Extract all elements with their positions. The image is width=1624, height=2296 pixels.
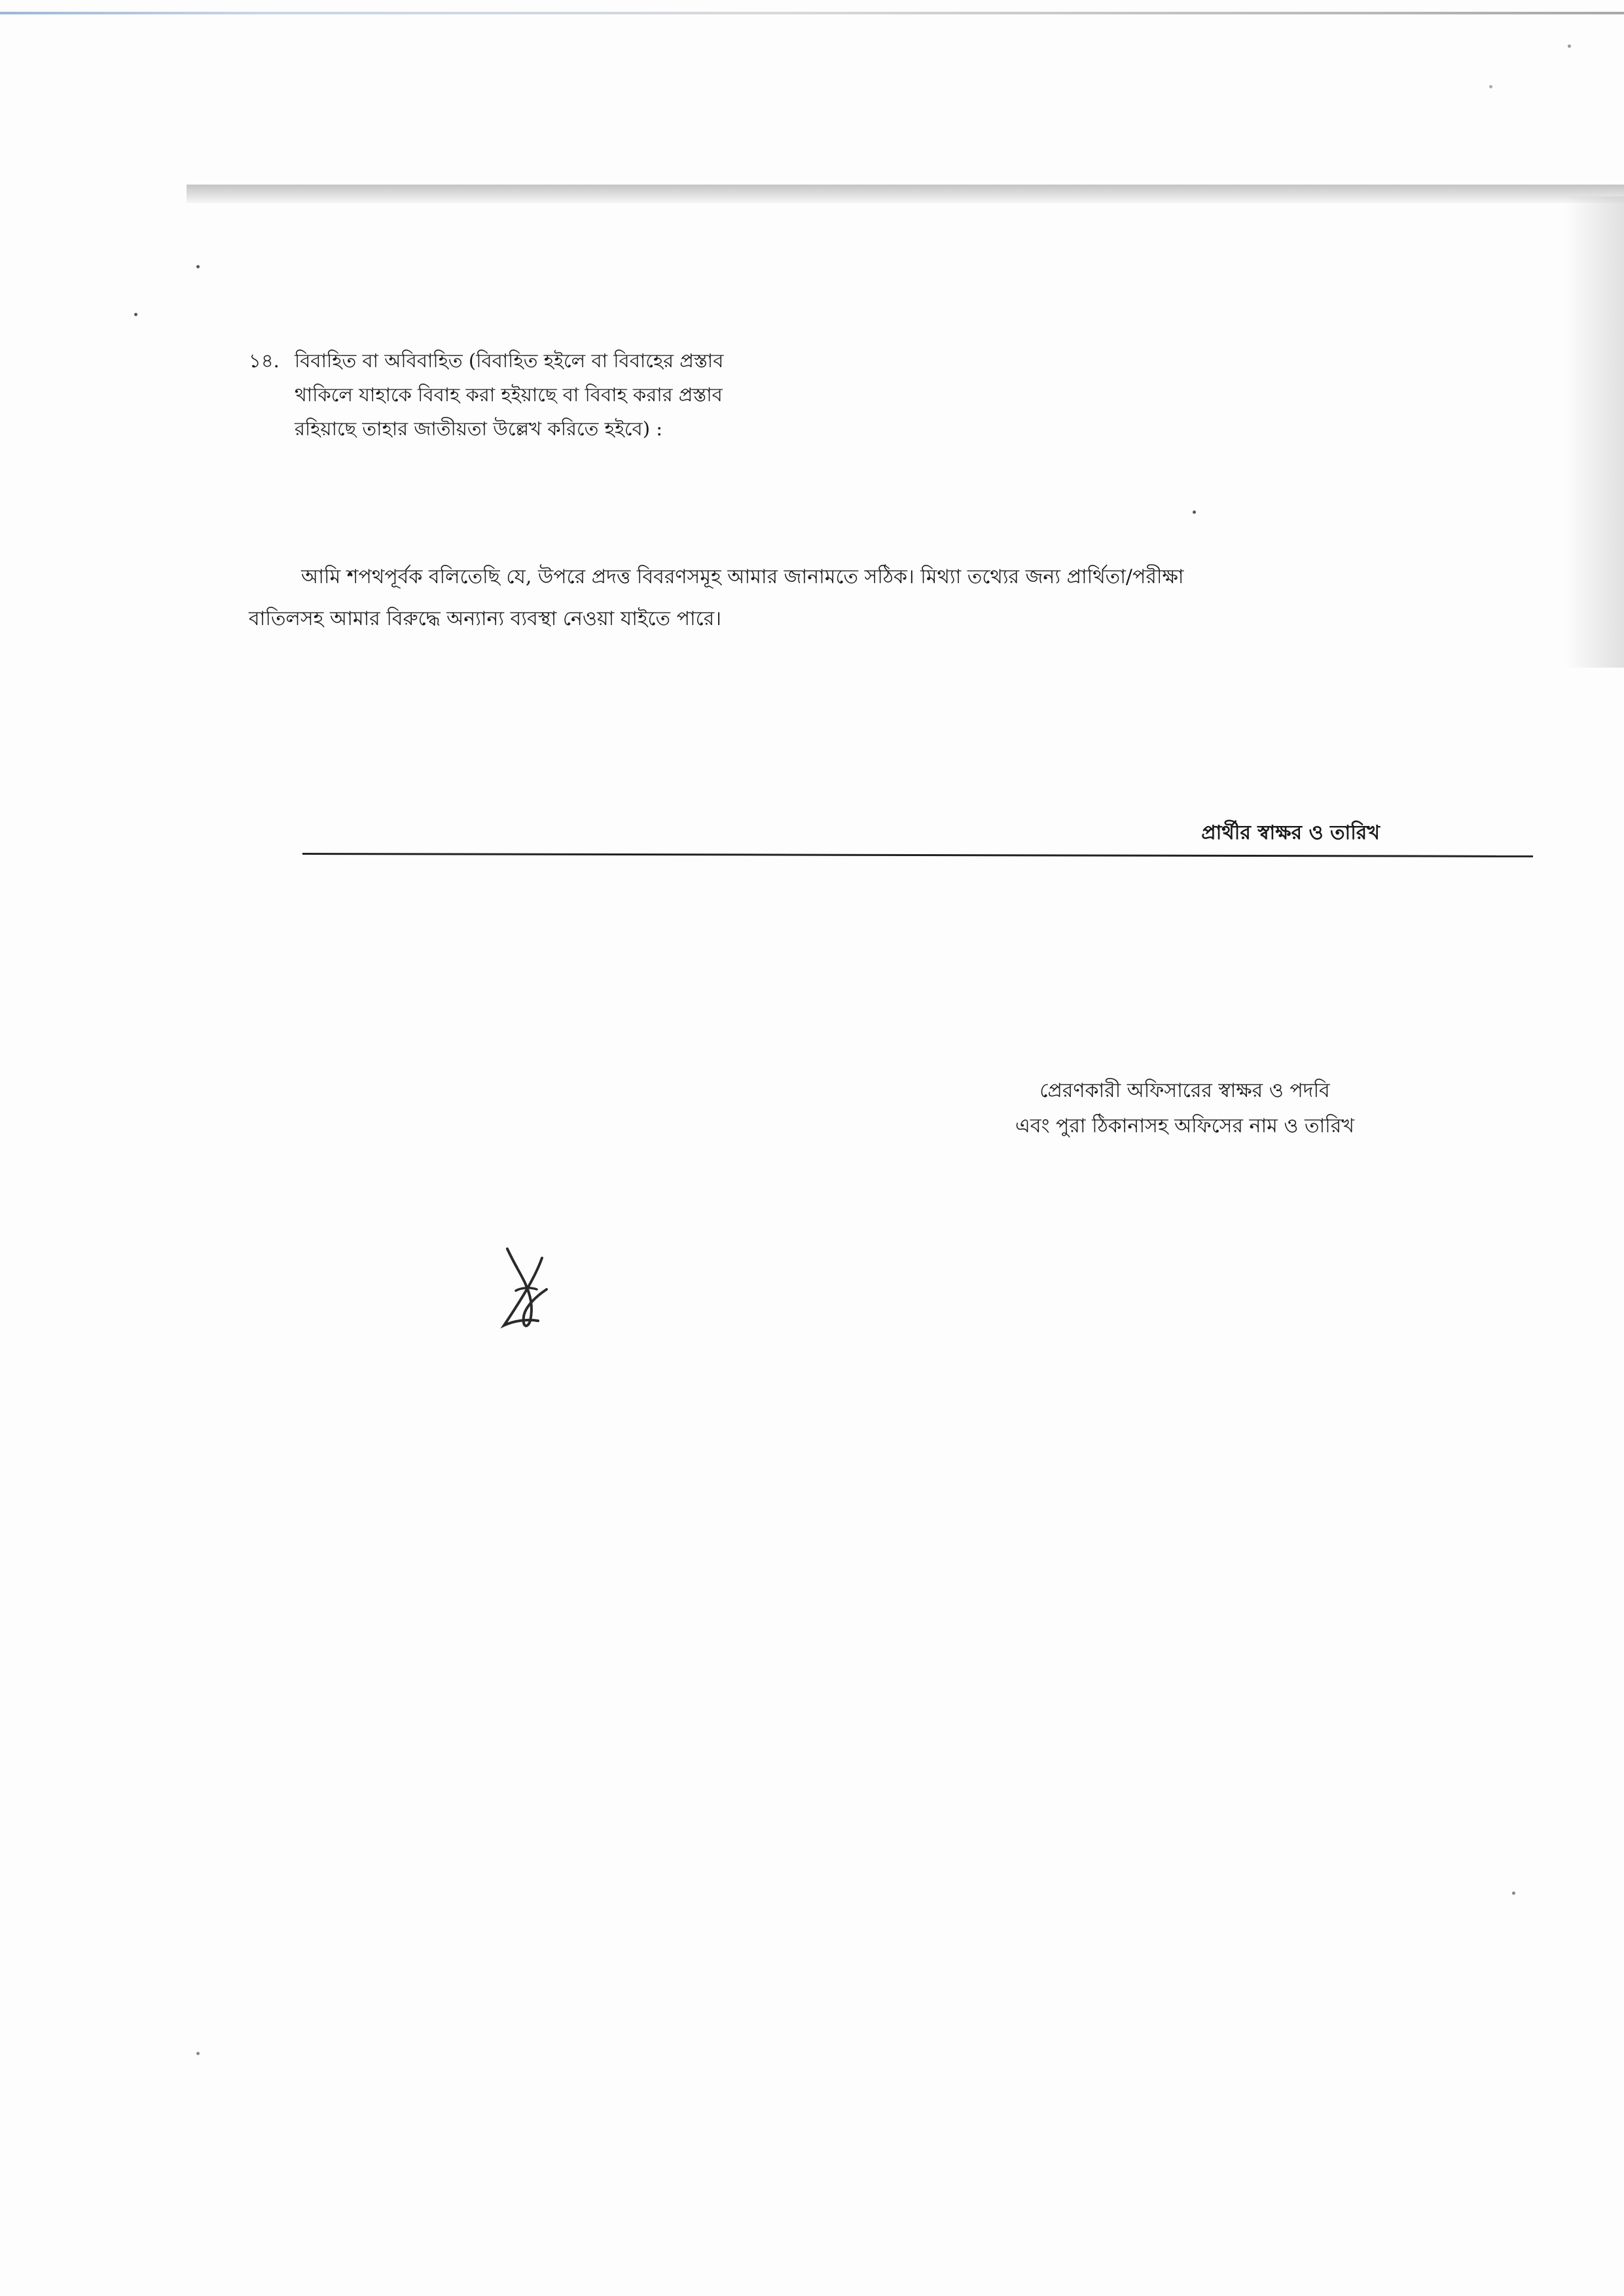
forwarding-officer-line-1: প্রেরণকারী অফিসারের স্বাক্ষর ও পদবি	[1039, 1079, 1330, 1102]
form-item-14	[249, 344, 969, 446]
scan-speck	[134, 313, 137, 316]
scan-speck	[1489, 85, 1492, 88]
forwarding-officer-block	[969, 1073, 1401, 1144]
forwarding-officer-line-2: এবং পুরা ঠিকানাসহ অফিসের নাম ও তারিখ	[1015, 1115, 1354, 1138]
scan-speck	[1568, 45, 1571, 48]
scan-speck	[1512, 1892, 1515, 1895]
scan-speck	[196, 2052, 200, 2055]
item14-text-1: বিবাহিত বা অবিবাহিত (বিবাহিত হইলে বা বিবাহের প্রস্তাব	[295, 350, 724, 372]
oath-line-1: আমি শপথপূর্বক বলিতেছি যে, উপরে প্রদত্ত বিবরণসমূহ আমার জানামতে সঠিক। মিথ্যা তথ্যের জন্য প্রার্থিতা/পরীক্ষা	[301, 565, 1184, 588]
scan-right-shadow	[1564, 196, 1624, 668]
scan-speck	[1193, 511, 1196, 514]
scan-shadow-band	[187, 185, 1624, 203]
item-number: ১৪.	[249, 350, 280, 372]
oath-line-2: বাতিলসহ আমার বিরুদ্ধে অন্যান্য ব্যবস্থা নেওয়া যাইতে পারে।	[249, 607, 721, 630]
applicant-signature-label: প্রার্থীর স্বাক্ষর ও তারিখ	[1201, 821, 1380, 844]
item14-line-3: রহিয়াছে তাহার জাতীয়তা উল্লেখ করিতে হইবে) :	[295, 418, 663, 440]
signature-line	[302, 853, 1533, 857]
handwritten-initials	[484, 1244, 563, 1335]
scan-speck	[196, 265, 200, 268]
oath-declaration	[249, 556, 1375, 640]
scan-top-edge	[0, 12, 1624, 14]
item14-line-1	[249, 344, 969, 378]
item14-line-2: থাকিলে যাহাকে বিবাহ করা হইয়াছে বা বিবাহ করার প্রস্তাব	[295, 384, 723, 406]
